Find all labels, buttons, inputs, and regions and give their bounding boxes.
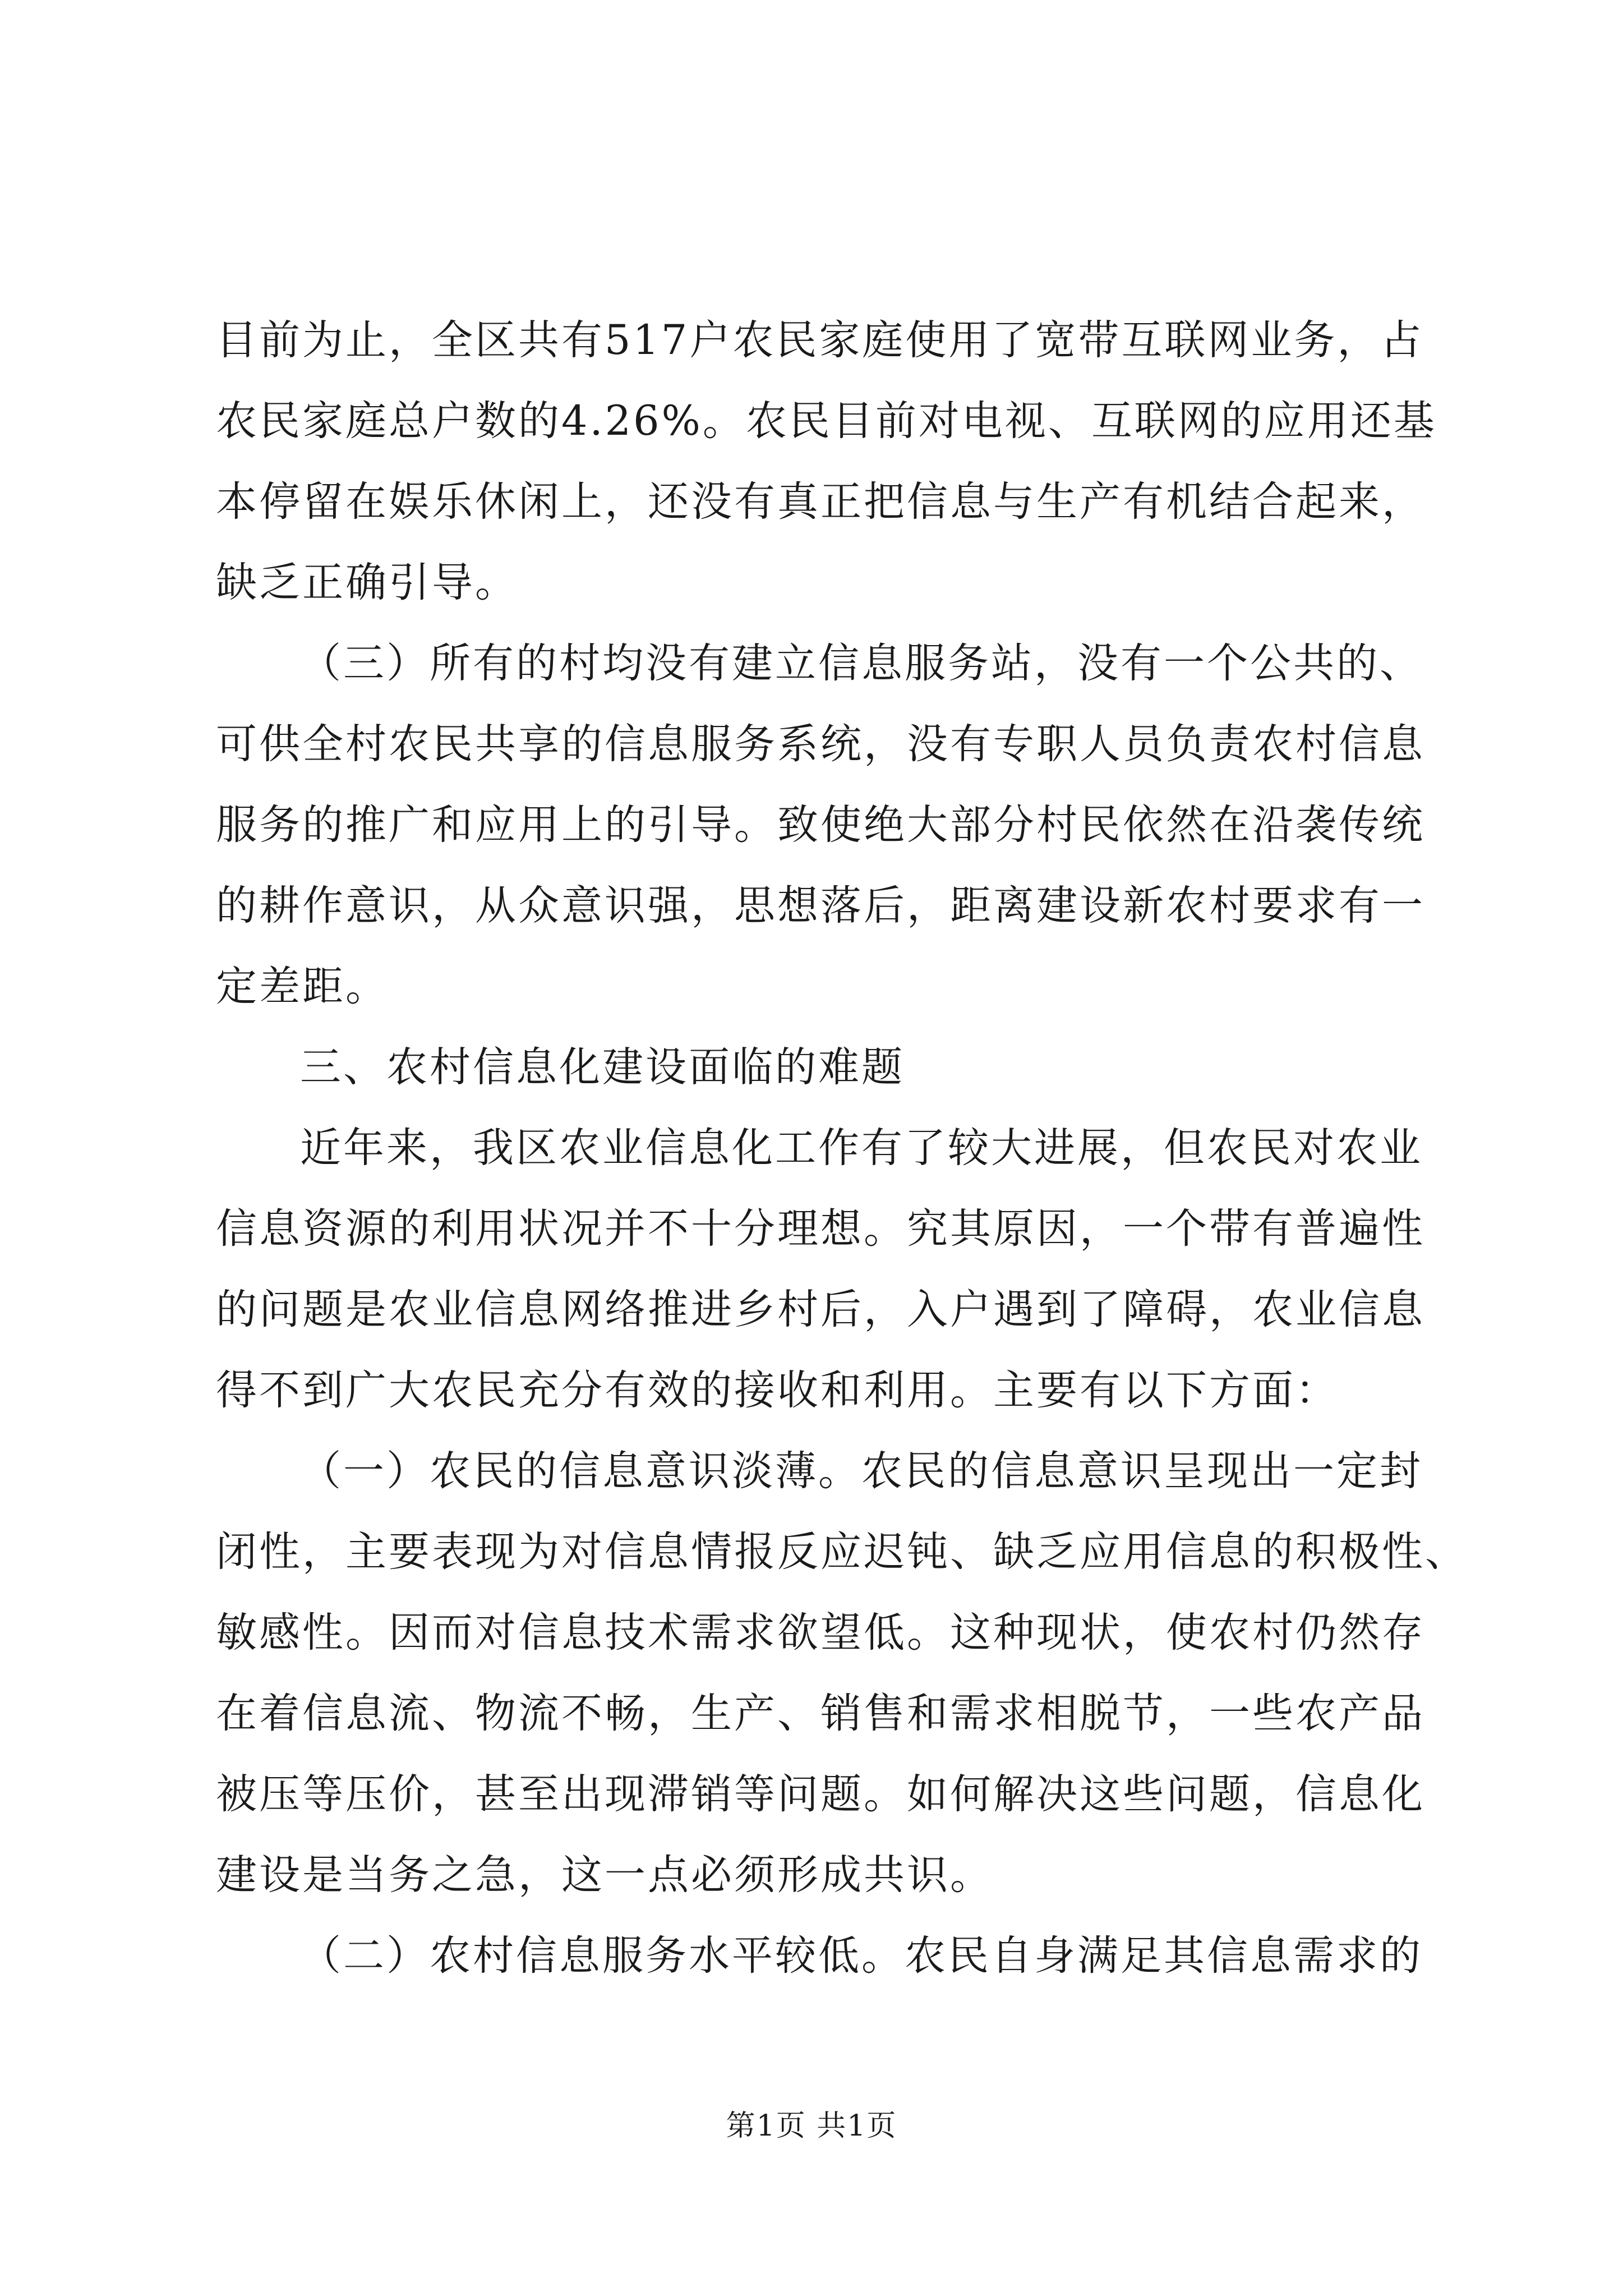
text-line: 服务的推广和应用上的引导。致使绝大部分村民依然在沿袭传统 bbox=[216, 801, 1425, 849]
text-line: （三）所有的村均没有建立信息服务站，没有一个公共的、 bbox=[300, 639, 1423, 687]
text-line: 本停留在娱乐休闲上，还没有真正把信息与生产有机结合起来， bbox=[216, 478, 1425, 526]
body-text bbox=[216, 300, 1468, 1996]
text-line: 近年来，我区农业信息化工作有了较大进展，但农民对农业 bbox=[300, 1124, 1423, 1172]
text-line: 目前为止，全区共有517户农民家庭使用了宽带互联网业务，占 bbox=[216, 316, 1424, 364]
text-line: 在着信息流、物流不畅，生产、销售和需求相脱节，一些农产品 bbox=[216, 1690, 1425, 1737]
text-line: 的问题是农业信息网络推进乡村后，入户遇到了障碍，农业信息 bbox=[216, 1286, 1425, 1333]
text-line: 被压等压价，甚至出现滞销等问题。如何解决这些问题，信息化 bbox=[216, 1770, 1425, 1818]
text-line: （二）农村信息服务水平较低。农民自身满足其信息需求的 bbox=[300, 1932, 1423, 1980]
text-line: 的耕作意识，从众意识强，思想落后，距离建设新农村要求有一 bbox=[216, 882, 1425, 930]
text-line: 建设是当务之急，这一点必须形成共识。 bbox=[216, 1851, 993, 1899]
page-footer: 第1页 共1页 bbox=[726, 2109, 897, 2143]
text-line: 信息资源的利用状况并不十分理想。究其原因，一个带有普遍性 bbox=[216, 1205, 1425, 1253]
text-line: 敏感性。因而对信息技术需求欲望低。这种现状，使农村仍然存 bbox=[216, 1609, 1425, 1657]
section-heading: 三、农村信息化建设面临的难题 bbox=[300, 1043, 905, 1091]
text-line: 可供全村农民共享的信息服务系统，没有专职人员负责农村信息 bbox=[216, 720, 1425, 768]
text-line: 闭性，主要表现为对信息情报反应迟钝、缺乏应用信息的积极性、 bbox=[216, 1528, 1468, 1576]
text-line: 农民家庭总户数的4.26%。农民目前对电视、互联网的应用还基 bbox=[216, 397, 1437, 445]
text-line: （一）农民的信息意识淡薄。农民的信息意识呈现出一定封 bbox=[300, 1447, 1423, 1495]
text-line: 定差距。 bbox=[216, 963, 389, 1010]
text-line: 得不到广大农民充分有效的接收和利用。主要有以下方面： bbox=[216, 1366, 1339, 1414]
text-line: 缺乏正确引导。 bbox=[216, 559, 518, 606]
